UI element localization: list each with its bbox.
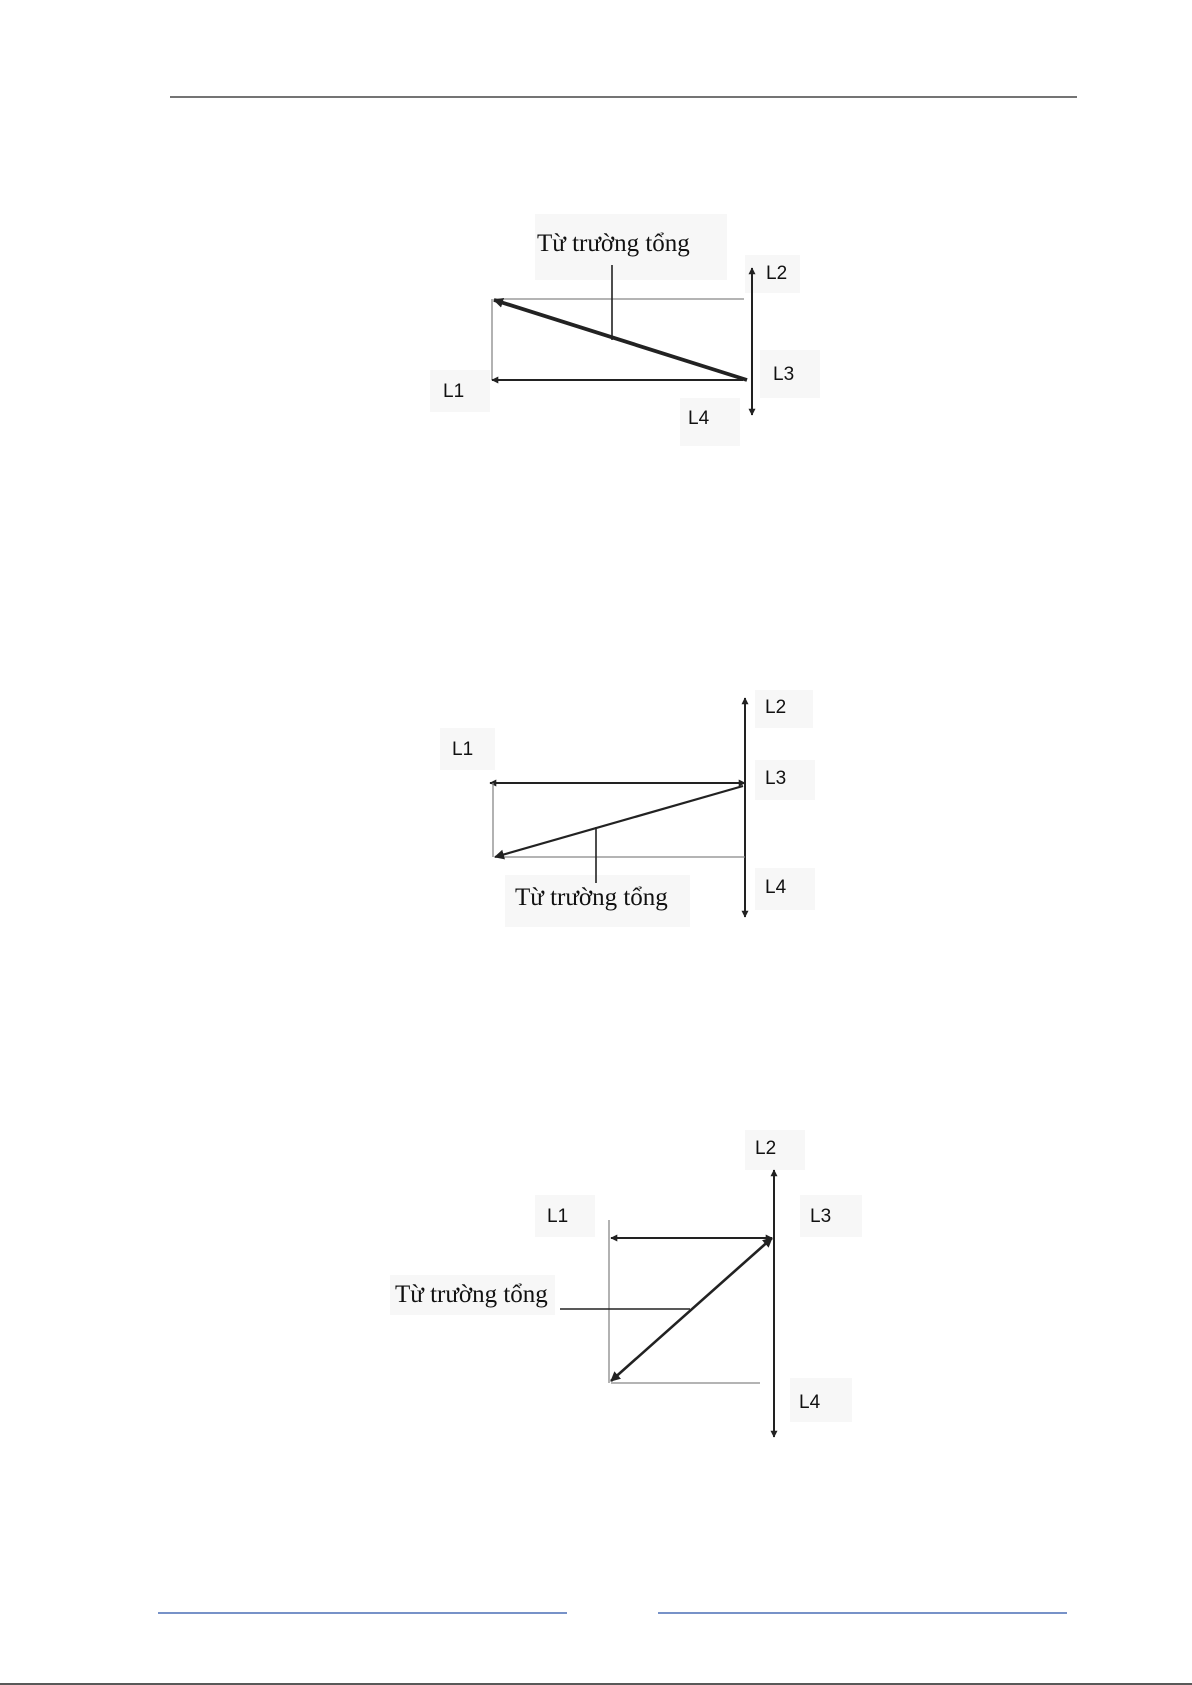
diagram-2-label-l2: L2 xyxy=(765,697,787,718)
diagram-2-resultant-label: Từ trường tổng xyxy=(515,884,668,911)
diagram-1-label-l1: L1 xyxy=(443,381,465,402)
diagram-2-label-l1: L1 xyxy=(452,739,474,760)
diagram-1-label-l4: L4 xyxy=(688,408,710,429)
diagram-2-resultant-arrow xyxy=(495,786,743,857)
diagram-3-label-l4: L4 xyxy=(799,1392,821,1413)
diagram-3-label-l3: L3 xyxy=(810,1206,832,1227)
diagram-3-label-l1: L1 xyxy=(547,1206,569,1227)
diagram-1-resultant-label: Từ trường tổng xyxy=(537,230,690,257)
diagram-1-resultant-arrow xyxy=(494,300,747,380)
diagram-2-label-l3: L3 xyxy=(765,768,787,789)
diagram-2-label-l4: L4 xyxy=(765,877,787,898)
diagram-3-label-l2: L2 xyxy=(755,1138,777,1159)
diagram-3 xyxy=(390,1130,862,1437)
diagram-2 xyxy=(440,690,815,927)
diagram-1-label-l3: L3 xyxy=(773,364,795,385)
diagram-1-label-l2: L2 xyxy=(766,263,788,284)
diagram-1 xyxy=(430,214,820,446)
diagram-3-resultant-label: Từ trường tổng xyxy=(395,1281,548,1308)
